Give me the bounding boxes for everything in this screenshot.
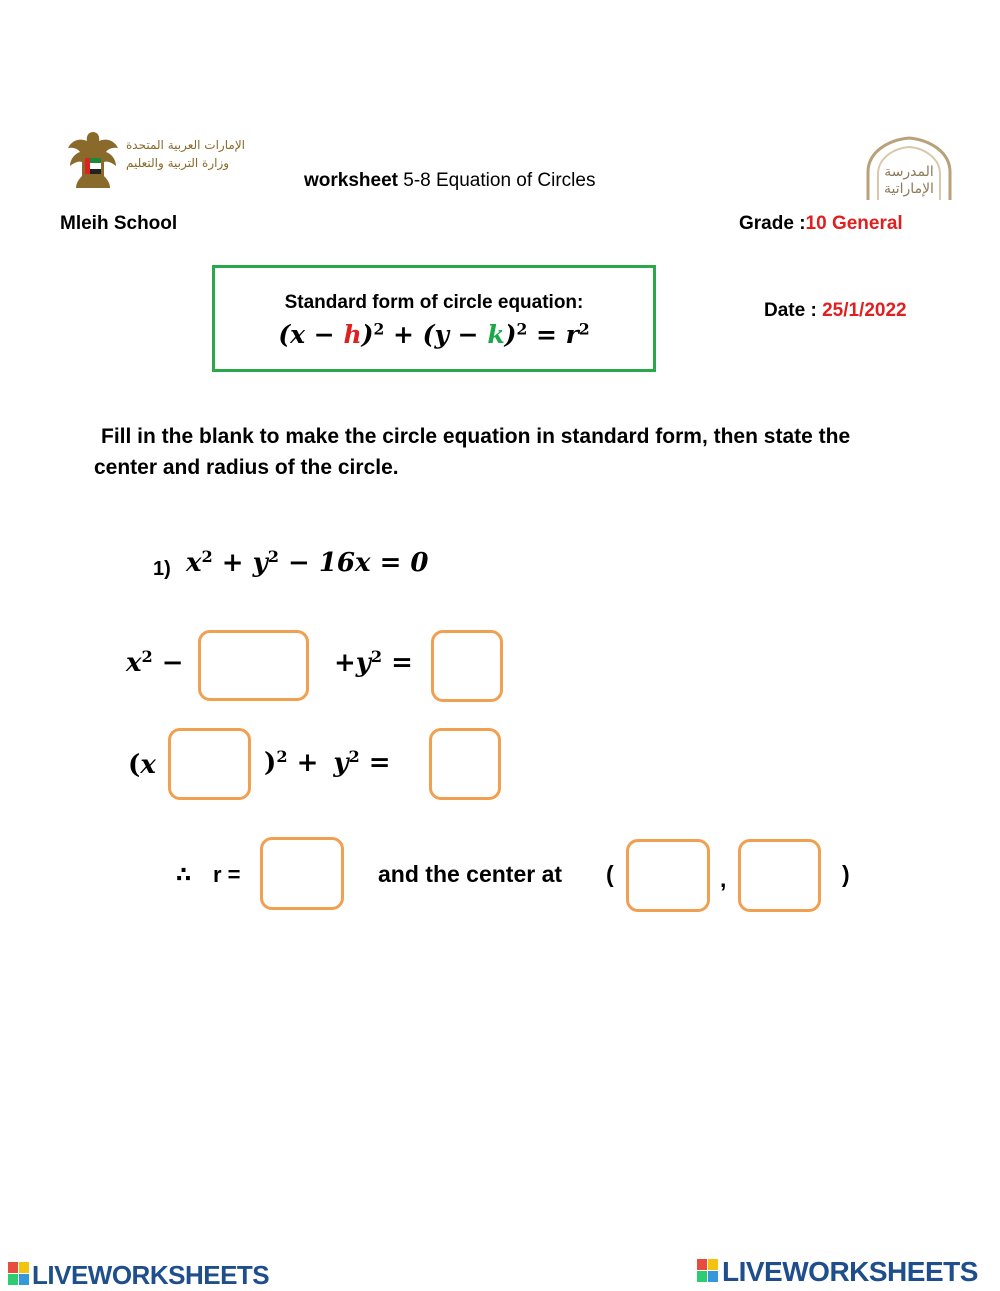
h-term: h [343,320,362,349]
step1-right-side-blank[interactable] [431,630,503,702]
date-value: 25/1/2022 [822,300,907,321]
step2-h-value-blank[interactable] [168,728,251,800]
center-k-blank[interactable] [738,839,821,912]
center-open-paren: ( [606,861,614,887]
instructions-line1: Fill in the blank to make the circle equation in standard form, then state the [101,425,851,448]
footer-brand-text-left: LIVEWORKSHEETS [32,1260,270,1290]
radius-label: r = [213,862,241,887]
grade-value: 10 General [805,213,903,234]
school-logo [862,134,956,204]
formula-title: Standard form of circle equation: [284,292,584,313]
standard-form-box [212,265,656,372]
center-comma: , [720,866,727,892]
grade [739,213,903,235]
k-term: k [487,320,505,349]
step1-completing-square-blank[interactable] [198,630,309,701]
date-label: Date [764,300,806,321]
footer-brand-text-right: LIVEWORKSHEETS [722,1256,978,1287]
ministry-name-line2: وزارة التربية والتعليم [126,156,230,170]
title-rest: 5-8 Equation of Circles [397,170,596,191]
liveworksheets-logo-icon [697,1259,719,1283]
problem-equation: $x^2 + y^2 - 16x = 0$ [186,547,429,578]
school-logo-line2: الإماراتية [884,181,934,197]
step2-open-x: (x [128,750,156,780]
title-bold: worksheet [304,170,398,191]
school-logo-line1: المدرسة [884,164,934,180]
ministry-name-line1: الإمارات العربية المتحدة [126,138,245,152]
instructions-line2: center and radius of the circle. [94,456,399,479]
date: Date : 25/1/2022 [764,300,907,321]
grade-label: Grade : [739,213,806,234]
step1-y-squared: $+y^2$ = [334,647,413,678]
eagle-emblem-icon [66,128,120,192]
standard-form-equation: $(x - h)^2 + (y - k)^2 = r^2$ [278,319,590,349]
ministry-logo [66,128,272,194]
center-label: and the center at [378,861,563,887]
worksheet-title [304,170,595,192]
step2-close-y: )$^2 + y^2$ = [264,747,391,778]
school-name: Mleih School [60,213,178,234]
liveworksheets-logo-icon [8,1262,30,1286]
problem-number: 1) [153,558,171,580]
therefore-symbol: ∴ [176,862,192,887]
step2-right-side-blank[interactable] [429,728,501,800]
step1-x-squared: $x^2$ − [126,647,184,678]
center-h-blank[interactable] [626,839,710,912]
radius-blank[interactable] [260,837,344,910]
center-close-paren: ) [842,861,850,887]
